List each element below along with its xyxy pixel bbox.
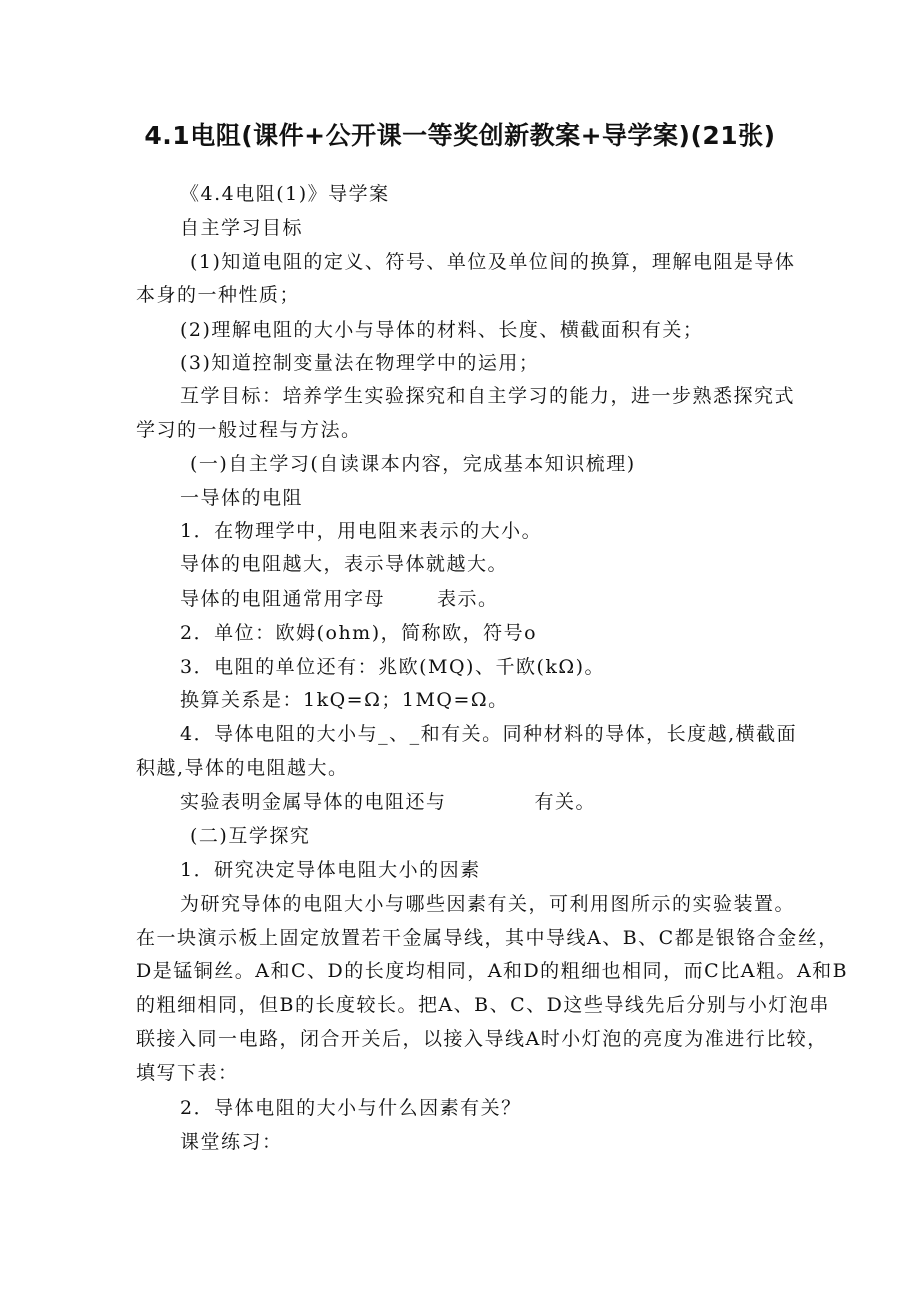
paragraph-line: 互学目标：培养学生实验探究和自主学习的能力，进一步熟悉探究式 bbox=[180, 385, 796, 407]
paragraph-line: 换算关系是：1kQ=Ω；1MQ=Ω。 bbox=[180, 689, 509, 711]
fill-in-text: 导体的电阻通常用字母 bbox=[180, 588, 386, 610]
fill-in-text: 实验表明金属导体的电阻还与 bbox=[180, 791, 447, 813]
document-heading: 《4.4电阻(1)》导学案 bbox=[180, 183, 390, 205]
paragraph-line: 2．单位：欧姆(ohm)，简称欧，符号o bbox=[180, 622, 538, 644]
section-heading: 课堂练习： bbox=[180, 1131, 283, 1153]
paragraph-line: 4．导体电阻的大小与_、_和有关。同种材料的导体，长度越,横截面 bbox=[180, 723, 798, 745]
paragraph-line: (1)知道电阻的定义、符号、单位及单位间的换算，理解电阻是导体 bbox=[190, 251, 796, 273]
paragraph-line: 在一块演示板上固定放置若干金属导线，其中导线A、B、C都是银铬合金丝， bbox=[136, 927, 839, 949]
paragraph-line: 填写下表： bbox=[136, 1062, 239, 1084]
paragraph-line: 为研究导体的电阻大小与哪些因素有关，可利用图所示的实验装置。 bbox=[180, 893, 796, 915]
page-title: 4.1电阻(课件+公开课一等奖创新教案+导学案)(21张) bbox=[144, 121, 776, 150]
paragraph-line: D是锰铜丝。A和C、D的长度均相同，A和D的粗细也相同，而C比A粗。A和B bbox=[136, 960, 849, 982]
section-heading: 一导体的电阻 bbox=[180, 487, 304, 509]
paragraph-line: 1．研究决定导体电阻大小的因素 bbox=[180, 859, 481, 881]
fill-in-text: 表示。 bbox=[437, 588, 499, 610]
paragraph-line: (2)理解电阻的大小与导体的材料、长度、横截面积有关； bbox=[180, 319, 704, 341]
paragraph-line: 学习的一般过程与方法。 bbox=[136, 419, 362, 441]
paragraph-line: 3．电阻的单位还有：兆欧(MQ)、千欧(kΩ)。 bbox=[180, 656, 606, 678]
paragraph-line: 本身的一种性质； bbox=[136, 284, 301, 306]
fill-in-text: 有关。 bbox=[534, 791, 597, 813]
paragraph-line: 2．导体电阻的大小与什么因素有关？ bbox=[180, 1097, 522, 1119]
paragraph-line: 1．在物理学中，用电阻来表示的大小。 bbox=[180, 520, 543, 542]
paragraph-line: 导体的电阻越大，表示导体就越大。 bbox=[180, 553, 509, 575]
section-heading: 自主学习目标 bbox=[180, 217, 304, 239]
section-heading: (二)互学探究 bbox=[190, 825, 311, 847]
paragraph-line: 的粗细相同，但B的长度较长。把A、B、C、D这些导线先后分别与小灯泡串 bbox=[136, 994, 830, 1016]
paragraph-line: 联接入同一电路，闭合开关后，以接入导线A时小灯泡的亮度为准进行比较， bbox=[136, 1028, 828, 1050]
paragraph-line: 积越,导体的电阻越大。 bbox=[136, 757, 349, 779]
paragraph-line bbox=[180, 587, 499, 611]
paragraph-line bbox=[180, 790, 596, 814]
paragraph-line: (3)知道控制变量法在物理学中的运用； bbox=[180, 352, 540, 374]
section-heading: (一)自主学习(自读课本内容，完成基本知识梳理) bbox=[190, 453, 636, 475]
